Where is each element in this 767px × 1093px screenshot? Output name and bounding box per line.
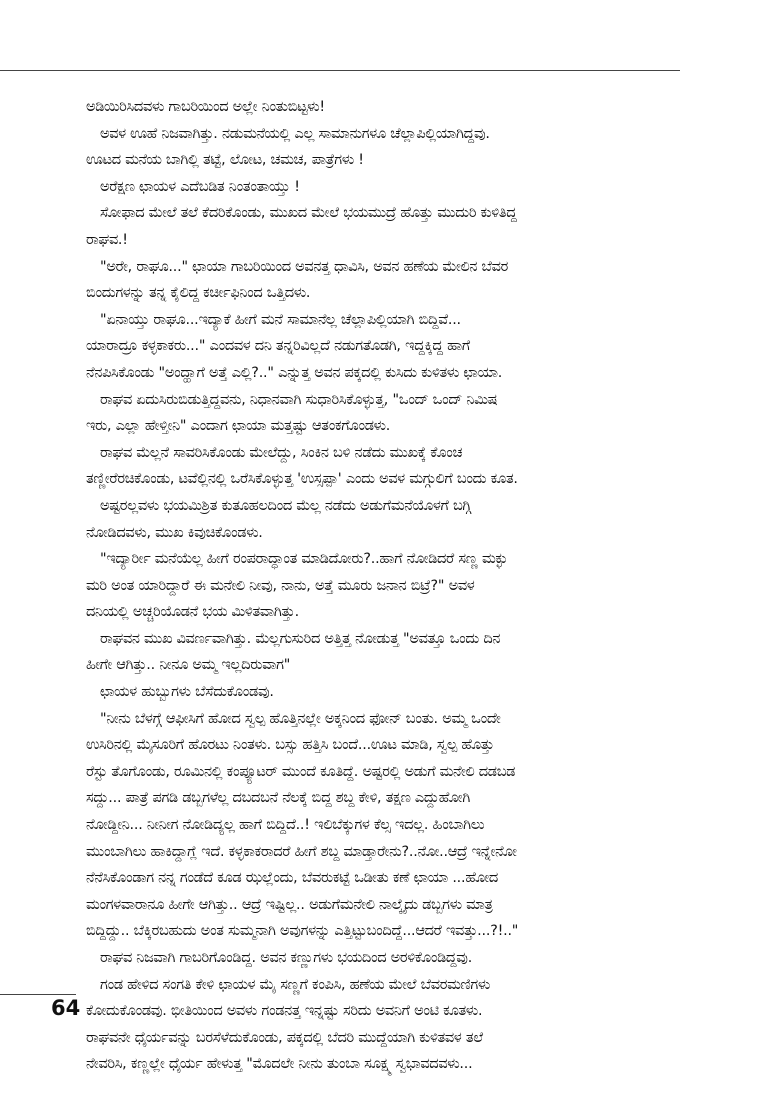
text-line: ಬಿಂದುಗಳನ್ನು ತನ್ನ ಕೈಲಿದ್ದ ಕರ್ಚೀಫಿನಿಂದ ಒತ್ತಿದಳು. <box>86 285 311 302</box>
text-line: ರಾಘವ ಏದುಸಿರುಬಿಡುತ್ತಿದ್ದವನು, ನಿಧಾನವಾಗಿ ಸುಧಾರಿಸಿಕೊಳ್ಳುತ್ತ, "ಒಂದ್ ಒಂದ್ ನಿಮಿಷ <box>100 391 498 408</box>
text-line: ಗಂಡ ಹೇಳಿದ ಸಂಗತಿ ಕೇಳಿ ಛಾಯಳ ಮೈ ಸಣ್ಣಗೆ ಕಂಪಿಸಿ, ಹಣೆಯ ಮೇಲೆ ಬೆವರಮಣಿಗಳು <box>100 976 491 993</box>
text-line: ನೋಡಿದವಳು, ಮುಖ ಕಿವುಚಿಕೊಂಡಳು. <box>86 524 263 541</box>
text-line: ಉಸಿರಿನಲ್ಲಿ ಮೈಸೂರಿಗೆ ಹೊರಟು ನಿಂತಳು. ಬಸ್ಸು ಹತ್ತಿಸಿ ಬಂದೆ...ಊಟ ಮಾಡಿ, ಸ್ವಲ್ಪ ಹೊತ್ತು <box>86 737 494 754</box>
text-line: ಕೋದುಕೊಂಡವು. ಭೀತಿಯಿಂದ ಅವಳು ಗಂಡನತ್ತ ಇನ್ನಷ್ಟು ಸರಿದು ಅವನಿಗೆ ಅಂಟಿ ಕೂತಳು. <box>86 1003 483 1020</box>
text-line: ರಾಘವ ನಿಜವಾಗಿ ಗಾಬರಿಗೊಂಡಿದ್ದ. ಅವನ ಕಣ್ಣುಗಳು ಭಯದಿಂದ ಅರಳಿಕೊಂಡಿದ್ದವು. <box>100 950 473 966</box>
text-line: ರೆಸ್ಟು ತೊಗೊಂಡು, ರೂಮಿನಲ್ಲಿ ಕಂಪ್ಯೂಟರ್ ಮುಂದೆ ಕೂತಿದ್ದೆ. ಅಷ್ಟರಲ್ಲಿ ಅಡುಗೆ ಮನೇಲಿ ದಡಬಡ <box>86 763 516 780</box>
text-line: ರಾಘವನ ಮುಖ ವಿವರ್ಣವಾಗಿತ್ತು. ಮೆಲ್ಲಗುಸುರಿದ ಅತ್ತಿತ್ತ ನೋಡುತ್ತ "ಅವತ್ತೂ ಒಂದು ದಿನ <box>100 630 501 647</box>
text-line: ಅಡಿಯಿರಿಸಿದವಳು ಗಾಬರಿಯಿಂದ ಅಲ್ಲೇ ನಿಂತುಬಿಟ್ಟಳು! <box>86 99 325 115</box>
text-line: ಸೋಫಾದ ಮೇಲೆ ತಲೆ ಕೆದರಿಕೊಂಡು, ಮುಖದ ಮೇಲೆ ಭಯಮುದ್ರೆ ಹೊತ್ತು ಮುದುರಿ ಕುಳಿತಿದ್ದ <box>100 205 517 222</box>
text-line: ಊಟದ ಮನೆಯ ಬಾಗಿಲ್ಲಿ ತಟ್ಟೆ, ಲೋಟ, ಚಮಚ, ಪಾತ್ರೆಗಳು ! <box>86 152 364 169</box>
page-number: 64 <box>51 996 81 1020</box>
text-line: ಛಾಯಳ ಹುಬ್ಬುಗಳು ಬೆಸೆದುಕೊಂಡವು. <box>100 684 274 701</box>
text-line: ನೇವರಿಸಿ, ಕಣ್ಣಲ್ಲೇ ಧೈರ್ಯ ಹೇಳುತ್ತ "ಮೊದಲೇ ನೀನು ತುಂಬಾ ಸೂಕ್ಷ್ಮ ಸ್ವಭಾವದವಳು... <box>86 1056 473 1073</box>
text-line: ರಾಘವ ಮೆಲ್ಲನೆ ಸಾವರಿಸಿಕೊಂಡು ಮೇಲೆದ್ದು, ಸಿಂಕಿನ ಬಳಿ ನಡೆದು ಮುಖಕ್ಕೆ ಕೊಂಚ <box>100 444 463 461</box>
text-line: ಸದ್ದು... ಪಾತ್ರೆ ಪಗಡಿ ಡಬ್ಬಗಳೆಲ್ಲ ದಬದಬನೆ ನೆಲಕ್ಕೆ ಬಿದ್ದ ಶಬ್ದ ಕೇಳಿ, ತಕ್ಷಣ ಎದ್ದುಹೋಗಿ <box>86 790 470 807</box>
text-line: ಮರಿ ಅಂತ ಯಾರಿದ್ದಾರೆ ಈ ಮನೇಲಿ ನೀವು, ನಾನು, ಅತ್ತೆ ಮೂರು ಜನಾನ ಬಿಟ್ರೆ?" ಅವಳ <box>86 577 475 594</box>
body-text <box>86 94 680 1078</box>
text-line: ಅವಳ ಊಹೆ ನಿಜವಾಗಿತ್ತು. ನಡುಮನೆಯಲ್ಲಿ ಎಲ್ಲ ಸಾಮಾನುಗಳೂ ಚೆಲ್ಲಾಪಿಲ್ಲಿಯಾಗಿದ್ದವು. <box>100 125 490 142</box>
text-line: ಮಂಗಳವಾರಾನೂ ಹೀಗೇ ಆಗಿತ್ತು.. ಆದ್ರೆ ಇಷ್ಟಿಲ್ಲ.. ಅಡುಗೆಮನೇಲಿ ನಾಲ್ಕೈದು ಡಬ್ಬಗಳು ಮಾತ್ರ <box>86 896 493 913</box>
text-line: ಬಿದ್ದಿದ್ದು.. ಬೆಕ್ಕಿರಬಹುದು ಅಂತ ಸುಮ್ಮನಾಗಿ ಅವುಗಳನ್ನು ಎತ್ತಿಟ್ಟುಬಂದಿದ್ದೆ...ಆದರೆ ಇವತ್ತು...?!.." <box>86 923 519 940</box>
text-line: ರಾಘವನೇ ಧೈರ್ಯವನ್ನು ಬರಸೆಳೆದುಕೊಂಡು, ಪಕ್ಕದಲ್ಲಿ ಬೆದರಿ ಮುದ್ದೆಯಾಗಿ ಕುಳಿತವಳ ತಲೆ <box>86 1029 483 1046</box>
text-line: ಅಷ್ಟರಲ್ಲವಳು ಭಯಮಿಶ್ರಿತ ಕುತೂಹಲದಿಂದ ಮೆಲ್ಲ ನಡೆದು ಅಡುಗೆಮನೆಯೊಳಗೆ ಬಗ್ಗಿ <box>100 497 471 514</box>
text-line: ಇರು, ಎಲ್ಲಾ ಹೇಳ್ತೀನಿ" ಎಂದಾಗ ಛಾಯಾ ಮತ್ತಷ್ಟು ಆತಂಕಗೊಂಡಳು. <box>86 418 391 435</box>
text-line: ಹೀಗೇ ಆಗಿತ್ತು.. ನೀನೂ ಅಮ್ಮ ಇಲ್ಲದಿರುವಾಗ" <box>86 657 291 674</box>
footer-rule <box>0 994 76 995</box>
top-rule <box>0 70 680 71</box>
text-line: ರಾಘವ.! <box>86 231 128 248</box>
text-line: ಯಾರಾದ್ರೂ ಕಳ್ಳಕಾಕರು..." ಎಂದವಳ ದನಿ ತನ್ನರಿವಿಲ್ಲದೆ ನಡುಗತೊಡಗಿ, ಇದ್ದಕ್ಕಿದ್ದ ಹಾಗೆ <box>86 338 470 355</box>
text-line: "ಇದ್ಯಾರ್ರೀ ಮನೆಯೆಲ್ಲ ಹೀಗೆ ರಂಪರಾದ್ಧಾಂತ ಮಾಡಿದೋರು?..ಹಾಗೆ ನೋಡಿದರೆ ಸಣ್ಣ ಮಕ್ಳು <box>100 551 508 568</box>
text-line: ನೆನೆಸಿಕೊಂಡಾಗ ನನ್ನ ಗಂಡೆದೆ ಕೂಡ ಝಲ್ಲೆಂದು, ಬೆವರುಕಟ್ಟೆ ಒಡೀತು ಕಣೆ ಛಾಯಾ ...ಹೋದ <box>86 870 498 887</box>
text-line: ದನಿಯಲ್ಲಿ ಅಚ್ಚರಿಯೊಡನೆ ಭಯ ಮಿಳಿತವಾಗಿತ್ತು. <box>86 604 299 621</box>
text-line: ಅರೆಕ್ಷಣ ಛಾಯಳ ಎದೆಬಡಿತ ನಿಂತಂತಾಯ್ತು ! <box>100 178 300 195</box>
text-line: ನೋಡ್ದೀನಿ... ನೀನೀಗ ನೋಡಿದ್ಯಲ್ಲ ಹಾಗೆ ಬಿದ್ದಿದೆ..! ಇಲಿಬೆಕ್ಕುಗಳ ಕೆಲ್ಸ ಇದಲ್ಲ. ಹಿಂಬಾಗಿಲು <box>86 817 485 834</box>
text-line: "ನೀನು ಬೆಳಗ್ಗೆ ಆಫೀಸಿಗೆ ಹೋದ ಸ್ವಲ್ಪ ಹೊತ್ತಿನಲ್ಲೇ ಅಕ್ಕನಿಂದ ಫೋನ್ ಬಂತು. ಅಮ್ಮ ಒಂದೇ <box>100 710 501 727</box>
text-line: "ಅರೇ, ರಾಘೂ..." ಛಾಯಾ ಗಾಬರಿಯಿಂದ ಅವನತ್ತ ಧಾವಿಸಿ, ಅವನ ಹಣೆಯ ಮೇಲಿನ ಬೆವರ <box>100 258 508 275</box>
text-line: ನೆನಪಿಸಿಕೊಂಡು "ಅಂದ್ಹಾಗೆ ಅತ್ತೆ ಎಲ್ಲಿ?.." ಎನ್ನುತ್ತ ಅವನ ಪಕ್ಕದಲ್ಲಿ ಕುಸಿದು ಕುಳಿತಳು ಛಾಯಾ. <box>86 364 503 381</box>
text-line: ಮುಂಬಾಗಿಲು ಹಾಕಿದ್ದಾಗ್ಲೆ ಇದೆ. ಕಳ್ಳಕಾಕರಾದರೆ ಹೀಗೆ ಶಬ್ದ ಮಾಡ್ತಾರೇನು?..ನೋ..ಆದ್ರೆ ಇನ್ನೇನೋ <box>86 843 517 860</box>
text-line: "ಏನಾಯ್ತು ರಾಘೂ...ಇದ್ಯಾಕೆ ಹೀಗೆ ಮನೆ ಸಾಮಾನೆಲ್ಲ ಚೆಲ್ಲಾಪಿಲ್ಲಿಯಾಗಿ ಬಿದ್ದಿವೆ... <box>100 311 461 328</box>
text-line: ತಣ್ಣೀರೆರಚಿಕೊಂಡು, ಟವೆಲ್ಲಿನಲ್ಲಿ ಒರೆಸಿಕೊಳ್ಳುತ್ತ 'ಉಸ್ಸಪ್ಪಾ' ಎಂದು ಅವಳ ಮಗ್ಗುಲಿಗೆ ಬಂದು ಕೂತ. <box>86 471 518 488</box>
